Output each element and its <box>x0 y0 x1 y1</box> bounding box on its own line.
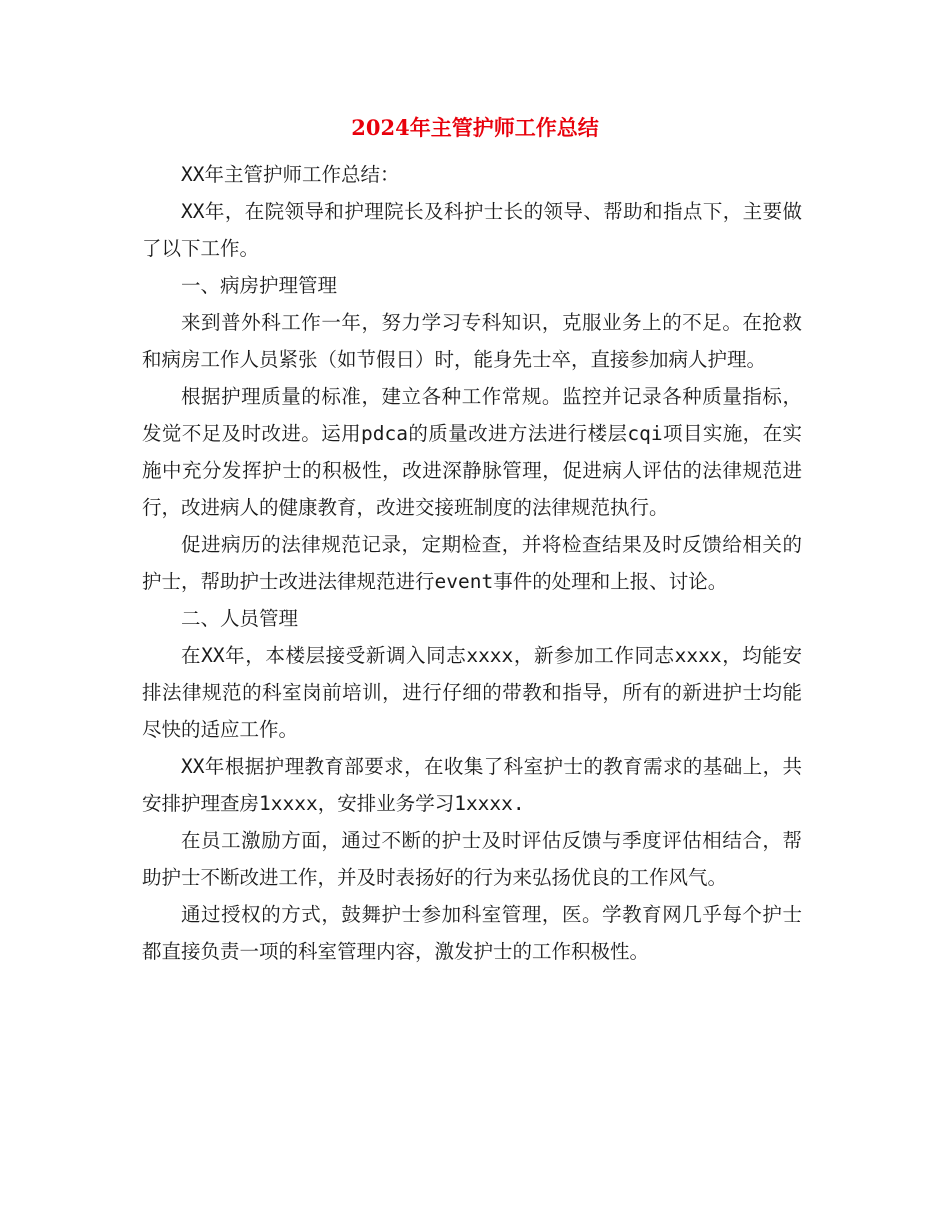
paragraph-greeting: XX年主管护师工作总结： <box>181 163 400 186</box>
paragraph: 在XX年，本楼层接受新调入同志xxxx，新参加工作同志xxxx，均能安排法律规范的科室岗前培训，进行仔细的带教和指导，所有的新进护士均能尽快的适应工作。 <box>142 644 802 741</box>
paragraph-intro: XX年，在院领导和护理院长及科护士长的领导、帮助和指点下，主要做了以下工作。 <box>142 200 802 260</box>
paragraph: XX年根据护理教育部要求，在收集了科室护士的教育需求的基础上，共安排护理查房1xxxx，安排业务学习1xxxx. <box>142 755 802 815</box>
section-heading-staff-management: 二、人员管理 <box>181 607 299 630</box>
section-heading-ward-management: 一、病房护理管理 <box>181 274 338 297</box>
paragraph: 在员工激励方面，通过不断的护士及时评估反馈与季度评估相结合，帮助护士不断改进工作，并及时表扬好的行为来弘扬优良的工作风气。 <box>142 829 802 889</box>
document-title: 2024年主管护师工作总结 <box>351 115 599 140</box>
paragraph: 通过授权的方式，鼓舞护士参加科室管理，医。学教育网几乎每个护士都直接负责一项的科室管理内容，激发护士的工作积极性。 <box>142 903 802 963</box>
paragraph: 促进病历的法律规范记录，定期检查，并将检查结果及时反馈给相关的护士，帮助护士改进法律规范进行event事件的处理和上报、讨论。 <box>142 533 802 593</box>
paragraph: 根据护理质量的标准，建立各种工作常规。监控并记录各种质量指标，发觉不足及时改进。运用pdca的质量改进方法进行楼层cqi项目实施，在实施中充分发挥护士的积极性，改进深静脉管理，促进病人评估的法律规范进行，改进病人的健康教育，改进交接班制度的法律规范执行。 <box>142 385 802 519</box>
paragraph: 来到普外科工作一年，努力学习专科知识，克服业务上的不足。在抢救和病房工作人员紧张（如节假日）时，能身先士卒，直接参加病人护理。 <box>142 311 802 371</box>
document-body <box>142 156 802 970</box>
